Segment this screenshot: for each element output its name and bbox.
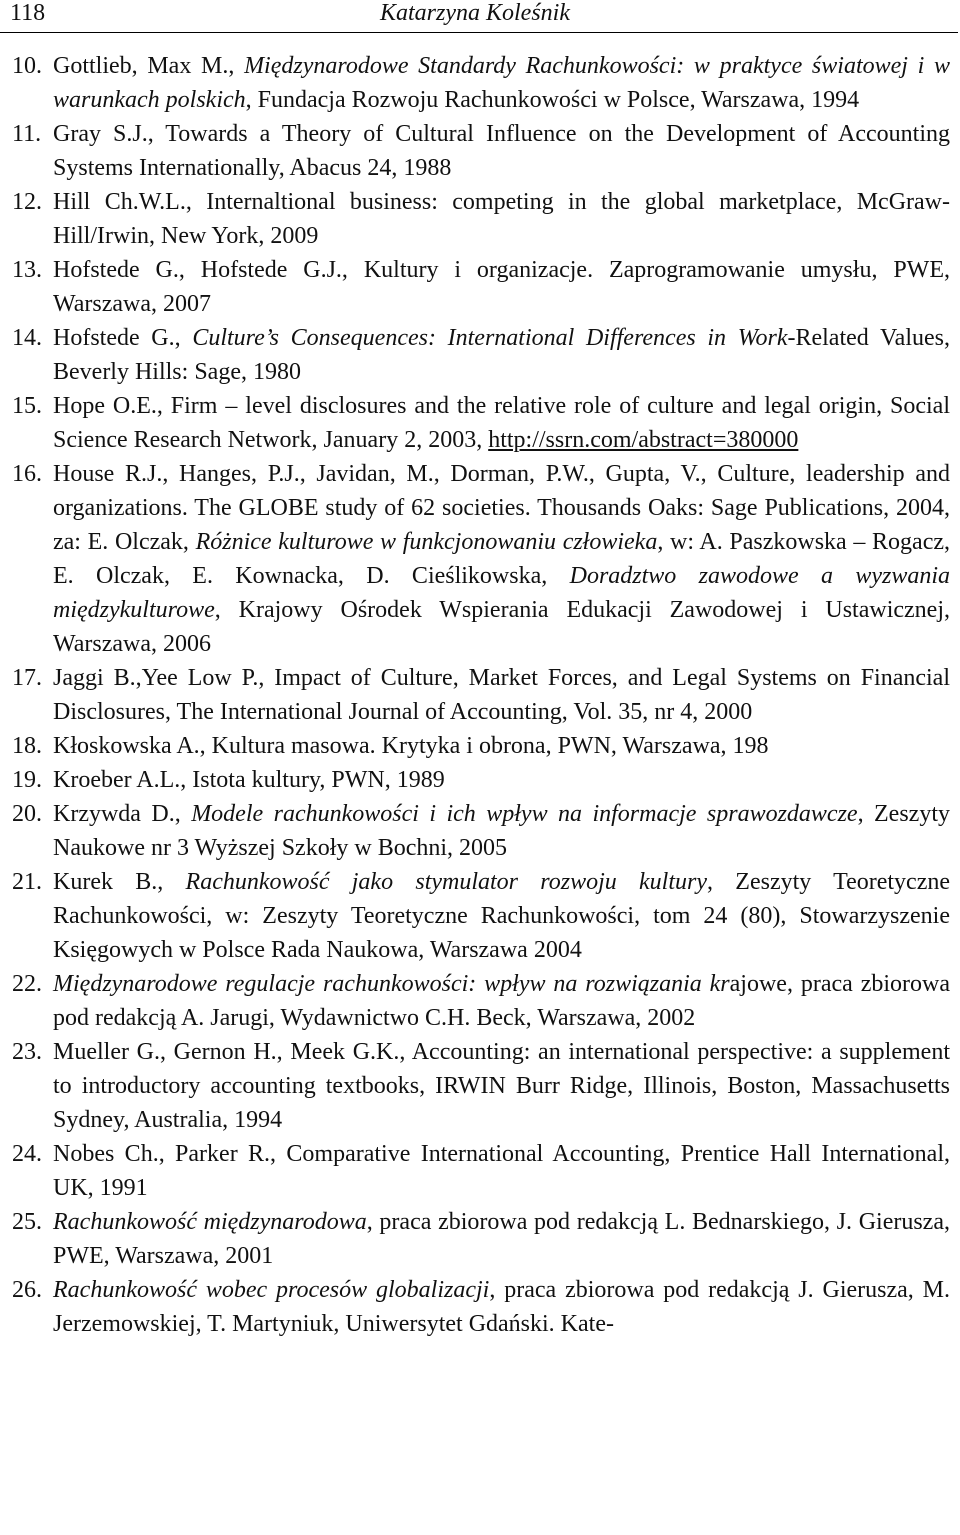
- reference-title-italic: Rachunkowość jako stymulator rozwoju kultury: [185, 869, 708, 895]
- reference-number: 12.: [12, 189, 42, 215]
- reference-title-italic: Rachunkowość międzynarodowa: [53, 1209, 367, 1235]
- reference-text: , w: A. Paszkowska – Rogacz, E. Olczak, E. Kownacka, D. Cieślikowska,: [53, 529, 950, 589]
- reference-text: , Zeszyty Naukowe nr 3 Wyższej Szkoły w Bochni, 2005: [53, 801, 950, 861]
- running-head: Katarzyna Koleśnik: [380, 0, 570, 26]
- reference-text: ajowe, praca zbiorowa pod redakcją A. Jarugi, Wydawnictwo C.H. Beck, Warszawa, 2002: [53, 971, 950, 1031]
- reference-title-italic: Doradztwo zawodowe a wyzwania międzykulturowe: [53, 563, 951, 623]
- reference-text: Nobes Ch., Parker R., Comparative International Accounting, Prentice Hall International, UK, 1991: [53, 1141, 950, 1201]
- reference-item: [12, 253, 950, 321]
- reference-number: 21.: [12, 869, 42, 895]
- reference-title-italic: Międzynarodowe Standardy Rachunkowości: w praktyce światowej i w warunkach polskich: [53, 53, 950, 113]
- reference-item: [12, 1205, 950, 1273]
- reference-title-italic: Rachunkowość wobec procesów globalizacji: [53, 1277, 490, 1303]
- reference-text: , Zeszyty Teoretyczne Rachunkowości, w: Zeszyty Teoretyczne Rachunkowości, tom 24 (80), Stowarzyszenie Księgowych w Polsce Rada Naukowa, Warszawa 2004: [53, 869, 950, 963]
- reference-number: 10.: [12, 53, 42, 79]
- reference-item: [12, 321, 950, 389]
- reference-item: [12, 661, 950, 729]
- reference-item: [12, 49, 950, 117]
- reference-number: 16.: [12, 461, 42, 487]
- reference-number: 19.: [12, 767, 42, 793]
- reference-item: [12, 729, 950, 763]
- reference-item: [12, 865, 950, 967]
- reference-text: House R.J., Hanges, P.J., Javidan, M., Dorman, P.W., Gupta, V., Culture, leadership and organizations. The GLOBE study of 62 societies. Thousands Oaks: Sage Publications, 2004, za: E. Olczak,: [53, 461, 950, 555]
- reference-item: [12, 117, 950, 185]
- reference-item: [12, 763, 950, 797]
- reference-number: 26.: [12, 1277, 42, 1303]
- reference-text: , Fundacja Rozwoju Rachunkowości w Polsce, Warszawa, 1994: [245, 87, 860, 113]
- reference-item: [12, 967, 950, 1035]
- reference-number: 25.: [12, 1209, 42, 1235]
- reference-item: [12, 1273, 950, 1341]
- reference-list: [12, 49, 950, 1341]
- reference-number: 24.: [12, 1141, 42, 1167]
- reference-text: Hofstede G., Hofstede G.J., Kultury i organizacje. Zaprogramowanie umysłu, PWE, Warszawa, 2007: [53, 257, 950, 317]
- reference-item: [12, 389, 950, 457]
- reference-text: , praca zbiorowa pod redakcją J. Gierusza, M. Jerzemowskiej, T. Martyniuk, Uniwersytet Gdański. Kate-: [53, 1277, 951, 1337]
- reference-title-italic: Modele rachunkowości i ich wpływ na informacje sprawozdawcze: [191, 801, 858, 827]
- reference-item: [12, 797, 950, 865]
- reference-text: Krzywda D.,: [53, 801, 192, 827]
- reference-text: , praca zbiorowa pod redakcją L. Bednarskiego, J. Gierusza, PWE, Warszawa, 2001: [53, 1209, 950, 1269]
- reference-text: Kroeber A.L., Istota kultury, PWN, 1989: [53, 767, 445, 793]
- reference-title-italic: Międzynarodowe regulacje rachunkowości: wpływ na rozwiązania kr: [53, 971, 730, 997]
- reference-text: Jaggi B.,Yee Low P., Impact of Culture, Market Forces, and Legal Systems on Financial Disclosures, The International Journal of Accounting, Vol. 35, nr 4, 2000: [53, 665, 950, 725]
- reference-title-italic: Różnice kulturowe w funkcjonowaniu człowieka: [195, 529, 658, 555]
- reference-text: Kłoskowska A., Kultura masowa. Krytyka i obrona, PWN, Warszawa, 198: [53, 733, 769, 759]
- reference-item: [12, 185, 950, 253]
- reference-number: 17.: [12, 665, 42, 691]
- reference-text: , Krajowy Ośrodek Wspierania Edukacji Zawodowej i Ustawicznej, Warszawa, 2006: [53, 597, 950, 657]
- reference-text: Gottlieb, Max M.,: [53, 53, 245, 79]
- reference-item: [12, 1137, 950, 1205]
- reference-number: 13.: [12, 257, 42, 283]
- reference-number: 22.: [12, 971, 42, 997]
- reference-link[interactable]: http://ssrn.com/abstract=380000: [488, 427, 799, 453]
- reference-text: Related Values, Beverly Hills: Sage, 1980: [53, 325, 950, 385]
- reference-number: 15.: [12, 393, 42, 419]
- page-header: [0, 0, 960, 40]
- reference-text: Mueller G., Gernon H., Meek G.K., Accounting: an international perspective: a supplement to introductory accounting textbooks, IRWIN Burr Ridge, Illinois, Boston, Massachusetts Sydney, Australia, 1994: [53, 1039, 950, 1133]
- reference-text: Hill Ch.W.L., Internaltional business: competing in the global marketplace, McGraw-Hill/Irwin, New York, 2009: [53, 189, 950, 249]
- reference-item: [12, 457, 950, 661]
- reference-number: 18.: [12, 733, 42, 759]
- reference-number: 20.: [12, 801, 42, 827]
- page-number: 118: [10, 0, 46, 26]
- reference-number: 14.: [12, 325, 42, 351]
- reference-text: Kurek B.,: [53, 869, 186, 895]
- reference-text: Hope O.E., Firm – level disclosures and the relative role of culture and legal origin, Social Science Research Network, January 2, 2003,: [53, 393, 950, 453]
- reference-title-italic: Culture’s Consequences: International Differences in Work-: [192, 325, 796, 351]
- reference-number: 11.: [12, 121, 42, 147]
- reference-number: 23.: [12, 1039, 42, 1065]
- reference-text: Gray S.J., Towards a Theory of Cultural Influence on the Development of Accounting Systems Internationally, Abacus 24, 1988: [53, 121, 950, 181]
- reference-item: [12, 1035, 950, 1137]
- header-rule: [0, 32, 958, 33]
- reference-text: Hofstede G.,: [53, 325, 193, 351]
